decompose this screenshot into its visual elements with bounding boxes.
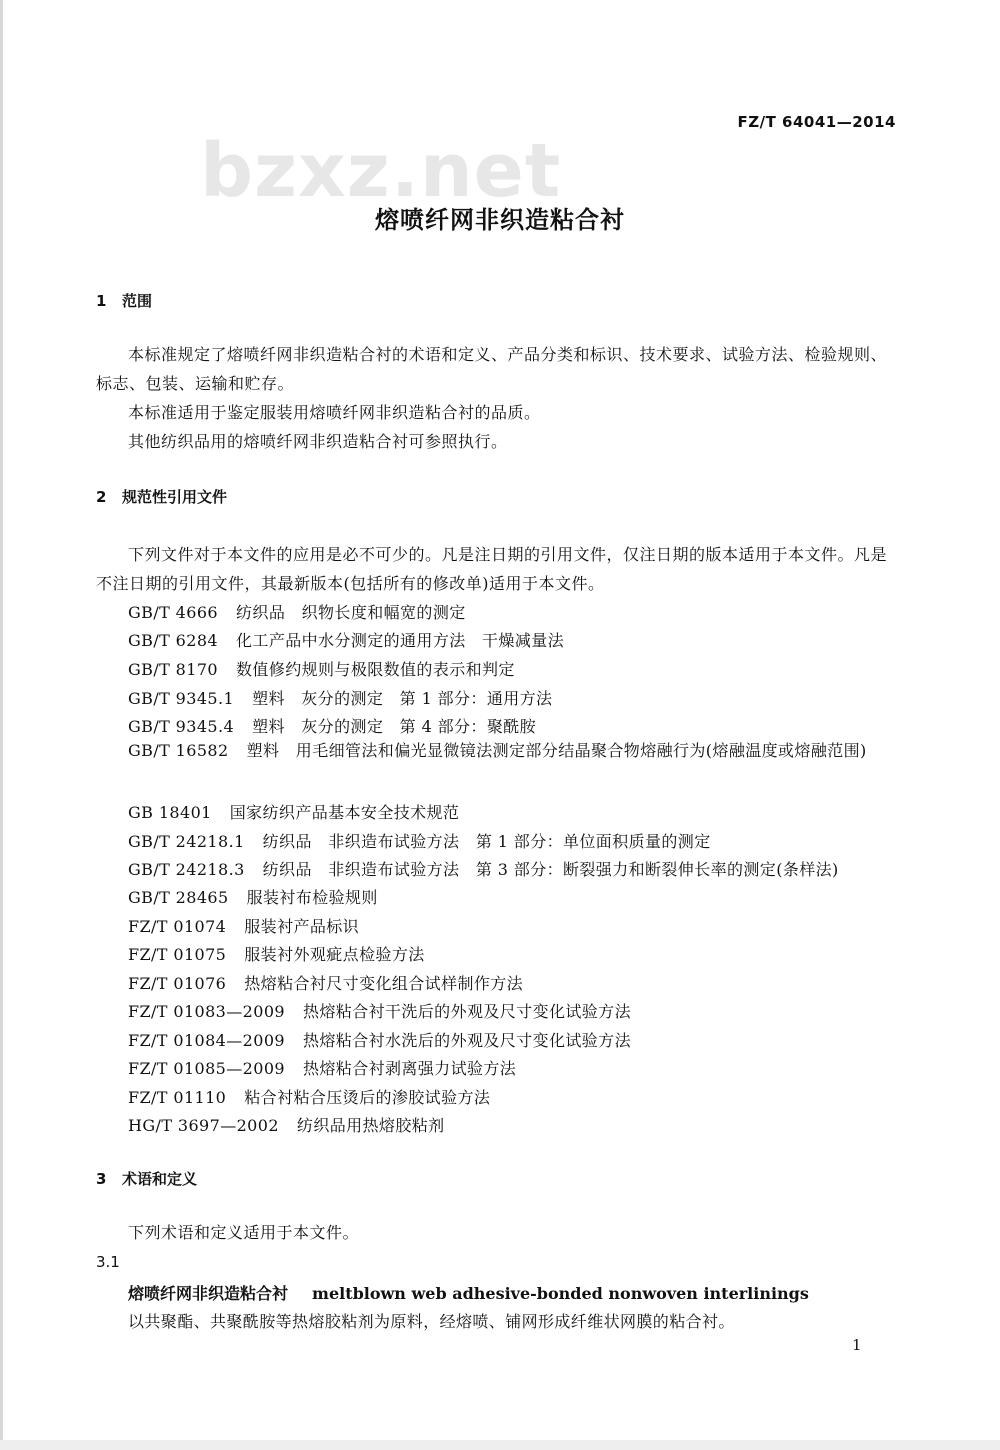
section-3-heading bbox=[96, 1168, 197, 1189]
reference-item: FZ/T 01075 服装衬外观疵点检验方法 bbox=[128, 945, 425, 964]
reference-item: FZ/T 01110 粘合衬粘合压烫后的渗胶试验方法 bbox=[128, 1088, 491, 1107]
document-title: 熔喷纤网非织造粘合衬 bbox=[375, 206, 625, 234]
reference-item: FZ/T 01085—2009 热熔粘合衬剥离强力试验方法 bbox=[128, 1059, 517, 1078]
reference-item: GB/T 28465 服装衬布检验规则 bbox=[128, 888, 378, 907]
reference-item: GB/T 8170 数值修约规则与极限数值的表示和判定 bbox=[128, 660, 515, 679]
reference-item: GB/T 16582 塑料 用毛细管法和偏光显微镜法测定部分结晶聚合物熔融行为(熔融温度或熔融范围) bbox=[128, 741, 867, 760]
reference-item: GB/T 24218.3 纺织品 非织造布试验方法 第 3 部分：断裂强力和断裂伸长率的测定(条样法) bbox=[128, 860, 839, 879]
section-2-heading bbox=[96, 486, 227, 507]
reference-item: FZ/T 01076 热熔粘合衬尺寸变化组合试样制作方法 bbox=[128, 974, 524, 993]
section-1-paragraph-2: 本标准适用于鉴定服装用熔喷纤网非织造粘合衬的品质。 bbox=[128, 403, 541, 422]
section-1-number: 1 bbox=[96, 292, 107, 310]
term-english: meltblown web adhesive-bonded nonwoven interlinings bbox=[312, 1284, 809, 1303]
section-2-number: 2 bbox=[96, 488, 107, 506]
section-1-title: 范围 bbox=[122, 292, 153, 310]
section-1-heading bbox=[96, 290, 152, 311]
reference-item: FZ/T 01074 服装衬产品标识 bbox=[128, 917, 360, 936]
term-chinese: 熔喷纤网非织造粘合衬 bbox=[128, 1284, 289, 1303]
page-number: 1 bbox=[852, 1336, 862, 1354]
reference-item: FZ/T 01084—2009 热熔粘合衬水洗后的外观及尺寸变化试验方法 bbox=[128, 1031, 631, 1050]
term-heading bbox=[128, 1281, 809, 1304]
reference-item: FZ/T 01083—2009 热熔粘合衬干洗后的外观及尺寸变化试验方法 bbox=[128, 1002, 631, 1021]
reference-item: HG/T 3697—2002 纺织品用热熔胶粘剂 bbox=[128, 1116, 445, 1135]
section-2-intro: 下列文件对于本文件的应用是必不可少的。凡是注日期的引用文件，仅注日期的版本适用于本文件。凡是不注日期的引用文件，其最新版本(包括所有的修改单)适用于本文件。 bbox=[96, 545, 888, 593]
watermark: bzxz.net bbox=[200, 128, 562, 214]
term-number: 3.1 bbox=[96, 1253, 120, 1271]
standard-number: FZ/T 64041—2014 bbox=[737, 113, 896, 131]
reference-item: GB/T 6284 化工产品中水分测定的通用方法 干燥减量法 bbox=[128, 631, 565, 650]
section-3-intro: 下列术语和定义适用于本文件。 bbox=[128, 1223, 360, 1242]
reference-item: GB/T 9345.4 塑料 灰分的测定 第 4 部分：聚酰胺 bbox=[128, 717, 537, 736]
reference-item: GB/T 24218.1 纺织品 非织造布试验方法 第 1 部分：单位面积质量的测定 bbox=[128, 832, 711, 851]
term-definition: 以共聚酯、共聚酰胺等热熔胶粘剂为原料，经熔喷、铺网形成纤维状网膜的粘合衬。 bbox=[128, 1312, 735, 1331]
section-3-title: 术语和定义 bbox=[122, 1170, 198, 1188]
reference-item: GB/T 4666 纺织品 织物长度和幅宽的测定 bbox=[128, 603, 466, 622]
reference-item: GB 18401 国家纺织产品基本安全技术规范 bbox=[128, 803, 460, 822]
page-bottom-edge bbox=[0, 1440, 1000, 1450]
section-2-title: 规范性引用文件 bbox=[122, 488, 228, 506]
section-3-number: 3 bbox=[96, 1170, 107, 1188]
section-1-paragraph-3: 其他纺织品用的熔喷纤网非织造粘合衬可参照执行。 bbox=[128, 432, 508, 451]
reference-item: GB/T 9345.1 塑料 灰分的测定 第 1 部分：通用方法 bbox=[128, 689, 553, 708]
section-1-paragraph-1: 本标准规定了熔喷纤网非织造粘合衬的术语和定义、产品分类和标识、技术要求、试验方法、检验规则、标志、包装、运输和贮存。 bbox=[96, 345, 888, 393]
